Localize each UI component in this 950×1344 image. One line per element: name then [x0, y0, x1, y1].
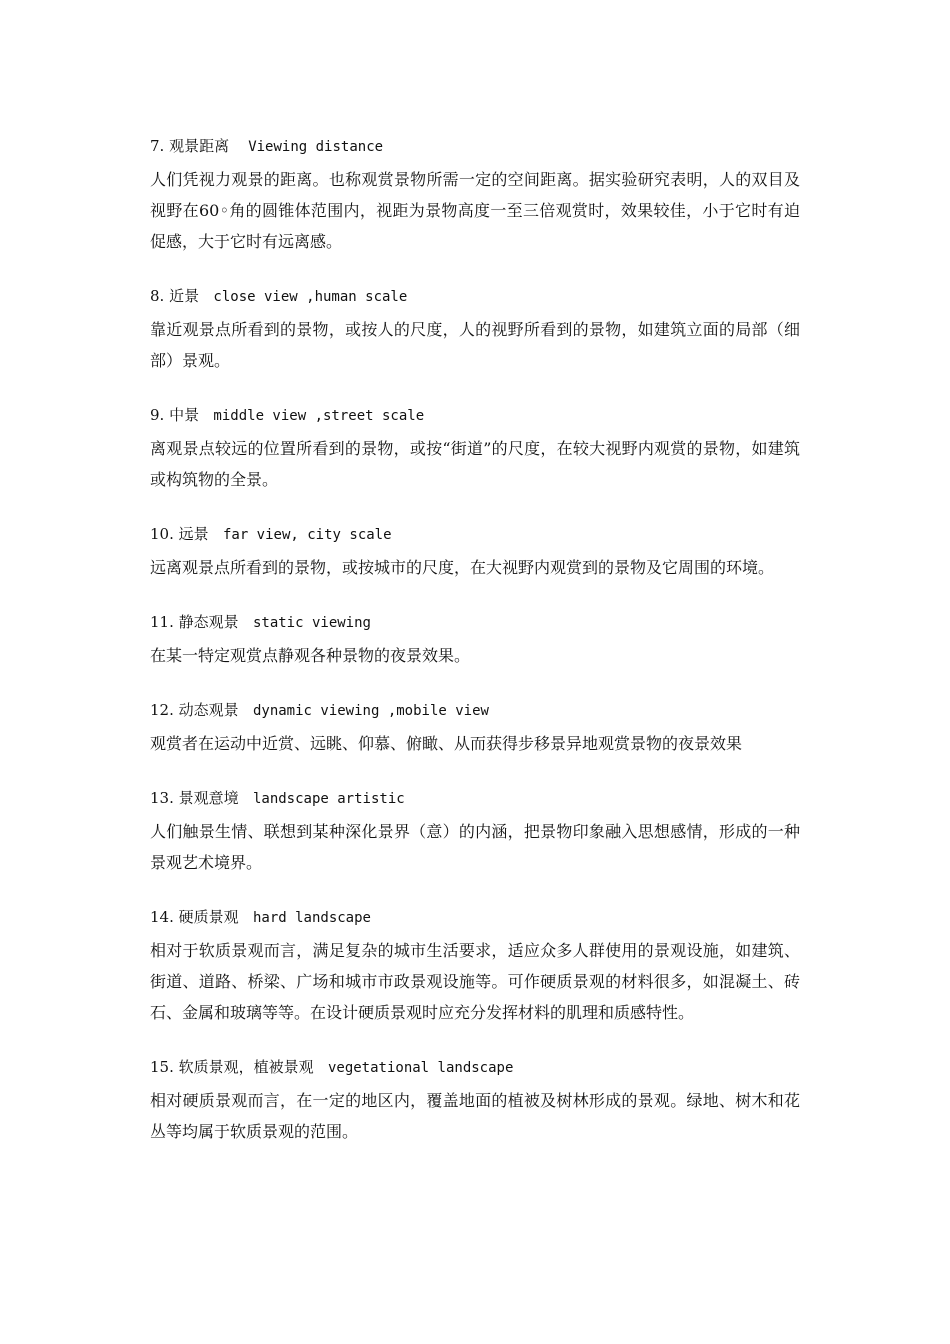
entry-term-zh: 近景 — [169, 287, 200, 305]
entry-term-en: far view, city scale — [222, 527, 392, 543]
entry-number: 14. — [150, 908, 174, 926]
entry-term-zh: 观景距离 — [169, 137, 230, 155]
entry-definition: 远离观景点所看到的景物，或按城市的尺度，在大视野内观赏到的景物及它周围的环境。 — [150, 558, 775, 577]
entry-term-en: middle view ,street scale — [213, 408, 425, 424]
entry-term-zh: 静态观景 — [178, 613, 239, 631]
entry-heading — [150, 786, 800, 810]
entry-term-en: hard landscape — [252, 910, 371, 926]
glossary-entry-9 — [150, 403, 800, 495]
entry-definition: 相对于软质景观而言，满足复杂的城市生活要求，适应众多人群使用的景观设施，如建筑、街道、道路、桥梁、广场和城市市政景观设施等。可作硬质景观的材料很多，如混凝土、砖石、金属和玻璃等等。在设计硬质景观时应充分发挥材料的肌理和质感特性。 — [150, 941, 800, 1022]
entry-number: 12. — [150, 701, 174, 719]
entry-heading — [150, 1055, 800, 1079]
entry-term-en: static viewing — [252, 615, 371, 631]
entry-definition: 在某一特定观赏点静观各种景物的夜景效果。 — [150, 646, 471, 665]
glossary-entry-8 — [150, 284, 800, 376]
entry-term-en: vegetational landscape — [327, 1060, 514, 1076]
entry-number: 15. — [150, 1058, 174, 1076]
glossary-entry-7 — [150, 134, 800, 257]
entry-heading — [150, 134, 800, 158]
entry-number: 13. — [150, 789, 174, 807]
entry-term-en: close view ,human scale — [213, 289, 408, 305]
glossary-entry-10 — [150, 522, 800, 583]
entry-definition: 人们凭视力观景的距离。也称观赏景物所需一定的空间距离。据实验研究表明，人的双目及视野在60◦角的圆锥体范围内，视距为景物高度一至三倍观赏时，效果较佳，小于它时有迫促感，大于它时有远离感。 — [150, 170, 800, 251]
entry-number: 10. — [150, 525, 174, 543]
entry-definition: 人们触景生情、联想到某种深化景界（意）的内涵，把景物印象融入思想感情，形成的一种景观艺术境界。 — [150, 822, 800, 872]
entry-definition: 相对硬质景观而言，在一定的地区内，覆盖地面的植被及树林形成的景观。绿地、树木和花丛等均属于软质景观的范围。 — [150, 1091, 800, 1141]
entry-heading — [150, 403, 800, 427]
glossary-entry-11 — [150, 610, 800, 671]
glossary-entry-12 — [150, 698, 800, 759]
entry-term-en: dynamic viewing ,mobile view — [252, 703, 489, 719]
entry-term-zh: 景观意境 — [178, 789, 239, 807]
entry-heading — [150, 905, 800, 929]
entry-term-en: landscape artistic — [252, 791, 405, 807]
glossary-entry-15 — [150, 1055, 800, 1147]
entry-number: 11. — [150, 613, 174, 631]
entry-term-zh: 中景 — [169, 406, 200, 424]
entry-definition: 离观景点较远的位置所看到的景物，或按“街道”的尺度，在较大视野内观赏的景物，如建筑或构筑物的全景。 — [150, 439, 800, 489]
entry-definition: 靠近观景点所看到的景物，或按人的尺度，人的视野所看到的景物，如建筑立面的局部（细部）景观。 — [150, 320, 800, 370]
entry-heading — [150, 522, 800, 546]
entry-term-zh: 硬质景观 — [178, 908, 239, 926]
glossary-entry-14 — [150, 905, 800, 1028]
glossary-entry-13 — [150, 786, 800, 878]
document-page — [150, 134, 800, 1147]
entry-definition: 观赏者在运动中近赏、远眺、仰慕、俯瞰、从而获得步移景异地观赏景物的夜景效果 — [150, 734, 743, 753]
entry-term-zh: 软质景观，植被景观 — [178, 1058, 314, 1076]
entry-number: 7. — [150, 137, 165, 155]
entry-number: 9. — [150, 406, 165, 424]
entry-heading — [150, 284, 800, 308]
entry-term-en: Viewing distance — [248, 139, 384, 155]
entry-heading — [150, 698, 800, 722]
entry-number: 8. — [150, 287, 165, 305]
entry-term-zh: 远景 — [178, 525, 209, 543]
entry-term-zh: 动态观景 — [178, 701, 239, 719]
entry-heading — [150, 610, 800, 634]
